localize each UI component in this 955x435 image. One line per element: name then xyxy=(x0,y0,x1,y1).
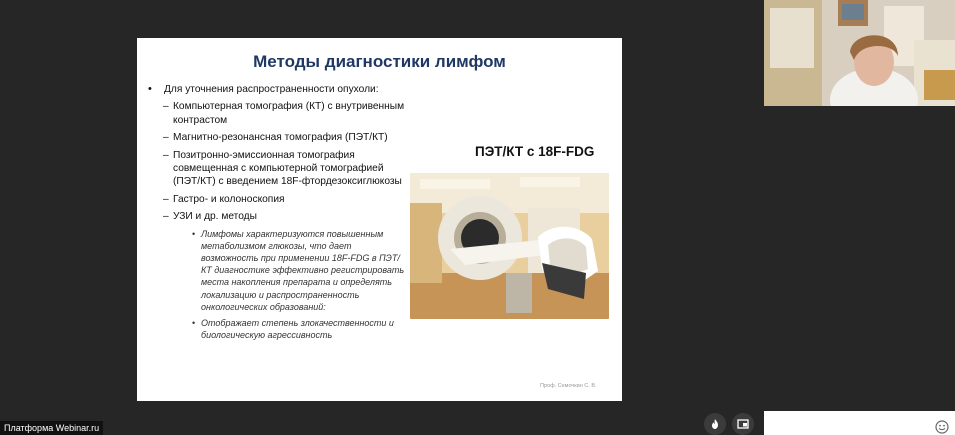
slide-content xyxy=(147,83,407,345)
sub-bullet-text: Гастро- и колоноскопия xyxy=(173,193,285,205)
bullet-main xyxy=(147,83,407,96)
sub-bullet-text: Позитронно-эмиссионная томография совмещенная с компьютерной томографией (ПЭТ/КТ) с введением 18F-фтордезоксиглюкозы xyxy=(173,149,402,188)
bullet-main-text: Для уточнения распространенности опухоли: xyxy=(164,84,379,95)
sub-bullet xyxy=(147,210,407,223)
sub-bullet xyxy=(147,193,407,206)
sub-bullet-text: УЗИ и др. методы xyxy=(173,211,257,223)
screen-share-button[interactable] xyxy=(732,413,754,435)
note-text: Отображает степень злокачественности и биологическую агрессивность xyxy=(201,318,394,341)
sub-bullet xyxy=(147,149,407,189)
sub-bullet-text: Компьютерная томография (КТ) с внутривенным контрастом xyxy=(173,101,405,126)
presentation-slide xyxy=(137,38,622,401)
chat-input-bar[interactable] xyxy=(764,411,955,435)
sub-bullet xyxy=(147,100,407,127)
fire-button[interactable] xyxy=(704,413,726,435)
sub-bullet-text: Магнитно-резонансная томография (ПЭТ/КТ) xyxy=(173,132,388,144)
fire-icon xyxy=(709,418,721,430)
note-bullet xyxy=(147,228,407,313)
dash-marker: – xyxy=(163,193,169,205)
platform-label: Платформа Webinar.ru xyxy=(0,421,103,435)
slide-title: Методы диагностики лимфом xyxy=(253,52,506,71)
pet-caption: ПЭТ/КТ с 18F-FDG xyxy=(475,144,595,159)
presenter-webcam xyxy=(764,0,955,106)
scanner-illustration xyxy=(410,173,609,319)
dash-marker: – xyxy=(163,101,169,113)
dot-marker: • xyxy=(192,318,196,329)
dash-marker: – xyxy=(163,211,169,223)
dot-marker: • xyxy=(192,228,196,239)
dash-marker: – xyxy=(163,132,169,144)
dash-marker: – xyxy=(163,149,169,161)
slide-footer-note: Проф. Семочкин С. В. xyxy=(540,383,597,389)
note-bullet xyxy=(147,317,407,341)
pet-ct-scanner-photo xyxy=(410,173,609,319)
presenter-video xyxy=(764,0,955,106)
note-text: Лимфомы характеризуются повышенным метаболизмом глюкозы, что дает возможность при применении 18F-FDG в ПЭТ/КТ диагностике эффективно регистрировать места накопления препарата и определять локализацию и распространенность онкологических образований: xyxy=(201,228,405,312)
emoji-icon[interactable] xyxy=(935,420,949,434)
screen-share-icon xyxy=(737,418,749,430)
sub-bullet xyxy=(147,131,407,144)
